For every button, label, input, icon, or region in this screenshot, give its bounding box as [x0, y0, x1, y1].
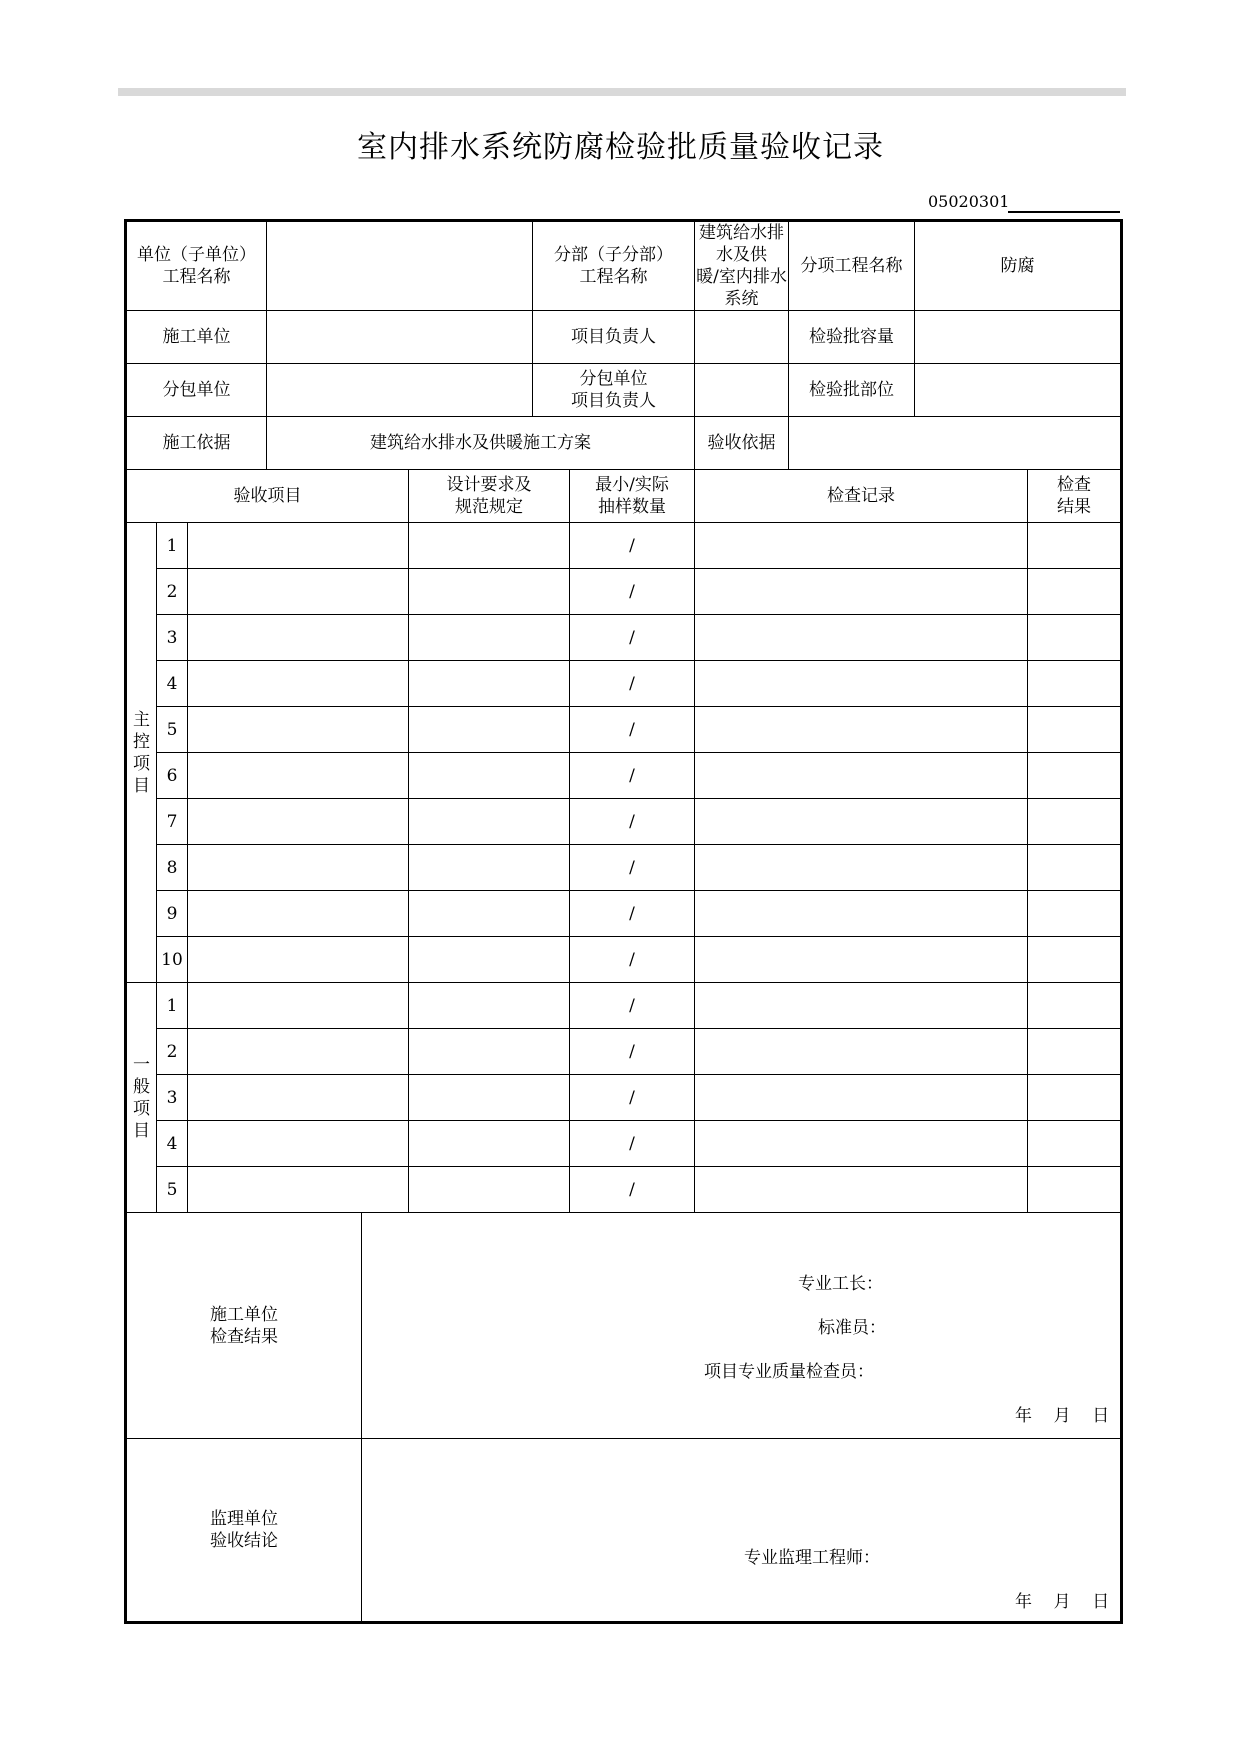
main-item-row: [126, 891, 1122, 937]
col-item-header: 验收项目: [126, 470, 409, 523]
row-number: 5: [157, 707, 188, 753]
header-row-contractor: [126, 311, 1122, 364]
design-cell[interactable]: [409, 891, 570, 937]
subitem-label: 分项工程名称: [789, 221, 915, 311]
sample-cell[interactable]: /: [570, 753, 695, 799]
quality-inspector-label: 项目专业质量检查员：: [704, 1362, 875, 1382]
design-cell[interactable]: [409, 983, 570, 1029]
sample-cell[interactable]: /: [570, 937, 695, 983]
result-cell[interactable]: [1028, 937, 1122, 983]
record-cell[interactable]: [695, 983, 1028, 1029]
result-cell[interactable]: [1028, 1121, 1122, 1167]
sample-cell[interactable]: /: [570, 1075, 695, 1121]
result-cell[interactable]: [1028, 1167, 1122, 1213]
basis-label: 施工依据: [126, 417, 267, 470]
sample-cell[interactable]: /: [570, 615, 695, 661]
contractor-check-row: [126, 1213, 1122, 1439]
row-number: 8: [157, 845, 188, 891]
main-item-row: [126, 937, 1122, 983]
division-label: 分部（子分部） 工程名称: [533, 221, 695, 311]
main-item-row: [126, 661, 1122, 707]
main-item-row: [126, 753, 1122, 799]
row-number: 6: [157, 753, 188, 799]
contractor-label: 施工单位: [126, 311, 267, 364]
record-cell[interactable]: [695, 1029, 1028, 1075]
result-cell[interactable]: [1028, 707, 1122, 753]
sample-cell[interactable]: /: [570, 661, 695, 707]
item-cell[interactable]: [188, 569, 409, 615]
item-cell[interactable]: [188, 799, 409, 845]
sample-cell[interactable]: /: [570, 891, 695, 937]
contractor-value[interactable]: [267, 311, 533, 364]
sample-cell[interactable]: /: [570, 845, 695, 891]
result-cell[interactable]: [1028, 661, 1122, 707]
item-cell[interactable]: [188, 753, 409, 799]
form-code-underline: [1008, 211, 1120, 213]
acceptance-basis-value[interactable]: [789, 417, 1122, 470]
item-cell[interactable]: [188, 1121, 409, 1167]
result-cell[interactable]: [1028, 845, 1122, 891]
general-item-row: [126, 1075, 1122, 1121]
row-number: 4: [157, 1121, 188, 1167]
row-number: 4: [157, 661, 188, 707]
header-row-project: [126, 221, 1122, 311]
result-cell[interactable]: [1028, 1029, 1122, 1075]
result-cell[interactable]: [1028, 799, 1122, 845]
design-cell[interactable]: [409, 523, 570, 569]
basis-value: 建筑给水排水及供暖施工方案: [267, 417, 695, 470]
row-number: 3: [157, 1075, 188, 1121]
main-item-row: [126, 707, 1122, 753]
design-cell[interactable]: [409, 1167, 570, 1213]
design-cell[interactable]: [409, 1029, 570, 1075]
sample-cell[interactable]: /: [570, 983, 695, 1029]
item-cell[interactable]: [188, 615, 409, 661]
contractor-date: 年 月 日: [1015, 1406, 1110, 1426]
design-cell[interactable]: [409, 753, 570, 799]
project-manager-value[interactable]: [695, 311, 789, 364]
row-number: 1: [157, 983, 188, 1029]
general-item-row: [126, 983, 1122, 1029]
project-manager-label: 项目负责人: [533, 311, 695, 364]
result-cell[interactable]: [1028, 1075, 1122, 1121]
record-cell[interactable]: [695, 523, 1028, 569]
record-cell[interactable]: [695, 937, 1028, 983]
sample-cell[interactable]: /: [570, 707, 695, 753]
batch-location-value[interactable]: [915, 364, 1122, 417]
header-row-basis: [126, 417, 1122, 470]
main-item-row: [126, 523, 1122, 569]
record-cell[interactable]: [695, 615, 1028, 661]
batch-capacity-label: 检验批容量: [789, 311, 915, 364]
col-sample-header: 最小/实际 抽样数量: [570, 470, 695, 523]
design-cell[interactable]: [409, 661, 570, 707]
row-number: 5: [157, 1167, 188, 1213]
sample-cell[interactable]: /: [570, 1121, 695, 1167]
standard-officer-label: 标准员：: [818, 1318, 887, 1338]
design-cell[interactable]: [409, 845, 570, 891]
sample-cell[interactable]: /: [570, 523, 695, 569]
record-cell[interactable]: [695, 845, 1028, 891]
general-item-row: [126, 1121, 1122, 1167]
design-cell[interactable]: [409, 615, 570, 661]
sample-cell[interactable]: /: [570, 1029, 695, 1075]
result-cell[interactable]: [1028, 523, 1122, 569]
inspection-record-form: [124, 219, 1123, 1624]
record-cell[interactable]: [695, 569, 1028, 615]
sample-cell[interactable]: /: [570, 1167, 695, 1213]
acceptance-basis-label: 验收依据: [695, 417, 789, 470]
record-cell[interactable]: [695, 753, 1028, 799]
sample-cell[interactable]: /: [570, 799, 695, 845]
supervisor-check-area[interactable]: [362, 1439, 1122, 1623]
general-item-row: [126, 1029, 1122, 1075]
col-design-header: 设计要求及 规范规定: [409, 470, 570, 523]
supervisor-check-label: 监理单位 验收结论: [126, 1439, 362, 1623]
subcontractor-value[interactable]: [267, 364, 533, 417]
record-cell[interactable]: [695, 1121, 1028, 1167]
item-cell[interactable]: [188, 707, 409, 753]
unit-project-value[interactable]: [267, 221, 533, 311]
record-cell[interactable]: [695, 707, 1028, 753]
row-number: 7: [157, 799, 188, 845]
batch-capacity-value[interactable]: [915, 311, 1122, 364]
subitem-value: 防腐: [915, 221, 1122, 311]
foreman-label: 专业工长：: [798, 1274, 884, 1294]
column-header-row: [126, 470, 1122, 523]
design-cell[interactable]: [409, 1121, 570, 1167]
record-cell[interactable]: [695, 661, 1028, 707]
row-number: 1: [157, 523, 188, 569]
main-items-label: 主 控 项 目: [126, 523, 157, 983]
general-items-label: 一 般 项 目: [126, 983, 157, 1213]
sub-pm-label: 分包单位 项目负责人: [533, 364, 695, 417]
item-cell[interactable]: [188, 661, 409, 707]
col-record-header: 检查记录: [695, 470, 1028, 523]
record-cell[interactable]: [695, 799, 1028, 845]
contractor-check-area[interactable]: [362, 1213, 1122, 1439]
result-cell[interactable]: [1028, 615, 1122, 661]
supervision-engineer-label: 专业监理工程师：: [744, 1548, 881, 1568]
batch-location-label: 检验批部位: [789, 364, 915, 417]
row-number: 3: [157, 615, 188, 661]
result-cell[interactable]: [1028, 983, 1122, 1029]
header-row-subcontractor: [126, 364, 1122, 417]
general-item-row: [126, 1167, 1122, 1213]
item-cell[interactable]: [188, 1029, 409, 1075]
item-cell[interactable]: [188, 1075, 409, 1121]
design-cell[interactable]: [409, 569, 570, 615]
sample-cell[interactable]: /: [570, 569, 695, 615]
item-cell[interactable]: [188, 845, 409, 891]
main-item-row: [126, 569, 1122, 615]
result-cell[interactable]: [1028, 891, 1122, 937]
unit-project-label: 单位（子单位） 工程名称: [126, 221, 267, 311]
design-cell[interactable]: [409, 937, 570, 983]
item-cell[interactable]: [188, 1167, 409, 1213]
form-code: 05020301: [928, 192, 1010, 211]
subcontractor-label: 分包单位: [126, 364, 267, 417]
division-value: 建筑给水排水及供 暖/室内排水系统: [695, 221, 789, 311]
supervisor-date: 年 月 日: [1015, 1592, 1110, 1612]
sub-pm-value[interactable]: [695, 364, 789, 417]
contractor-check-label: 施工单位 检查结果: [126, 1213, 362, 1439]
item-cell[interactable]: [188, 937, 409, 983]
record-cell[interactable]: [695, 1075, 1028, 1121]
row-number: 10: [157, 937, 188, 983]
main-item-row: [126, 615, 1122, 661]
page-title: 室内排水系统防腐检验批质量验收记录: [357, 130, 884, 165]
item-cell[interactable]: [188, 891, 409, 937]
top-divider-bar: [118, 88, 1126, 96]
item-cell[interactable]: [188, 523, 409, 569]
record-cell[interactable]: [695, 891, 1028, 937]
design-cell[interactable]: [409, 799, 570, 845]
design-cell[interactable]: [409, 1075, 570, 1121]
supervisor-check-row: [126, 1439, 1122, 1623]
row-number: 9: [157, 891, 188, 937]
row-number: 2: [157, 1029, 188, 1075]
main-item-row: [126, 799, 1122, 845]
result-cell[interactable]: [1028, 753, 1122, 799]
record-cell[interactable]: [695, 1167, 1028, 1213]
result-cell[interactable]: [1028, 569, 1122, 615]
design-cell[interactable]: [409, 707, 570, 753]
col-result-header: 检查 结果: [1028, 470, 1122, 523]
row-number: 2: [157, 569, 188, 615]
main-item-row: [126, 845, 1122, 891]
item-cell[interactable]: [188, 983, 409, 1029]
